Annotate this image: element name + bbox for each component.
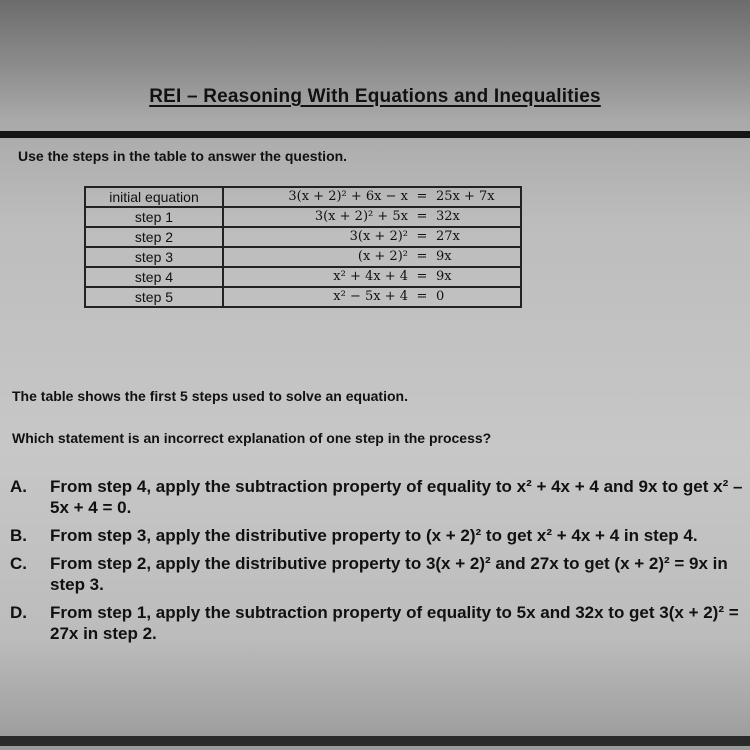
page-title (0, 86, 750, 108)
equation-lhs: x² − 5x + 4 (333, 289, 408, 304)
table-row (85, 187, 521, 207)
table-row (85, 227, 521, 247)
equation-rhs: 9x (436, 249, 452, 264)
equation-rhs: 0 (436, 289, 445, 304)
row-equation (223, 207, 521, 227)
equation-lhs: 3(x + 2)² + 5x (314, 209, 408, 224)
title-divider (0, 131, 750, 138)
option-d[interactable] (10, 602, 750, 644)
option-a[interactable] (10, 476, 750, 518)
table-row (85, 207, 521, 227)
question-text: Which statement is an incorrect explanation of one step in the process? (12, 430, 492, 446)
equation-rhs: 25x + 7x (436, 189, 495, 204)
row-label: step 2 (85, 227, 223, 247)
option-text: From step 2, apply the distributive property to 3(x + 2)² and 27x to get (x + 2)² = 9x in step 3. (50, 554, 728, 594)
row-equation (223, 247, 521, 267)
page-title-text: REI – Reasoning With Equations and Inequalities (149, 86, 601, 107)
option-b[interactable] (10, 525, 750, 546)
equals-sign: = (416, 229, 428, 244)
option-text: From step 4, apply the subtraction property of equality to x² + 4x + 4 and 9x to get x² – 5x + 4 = 0. (50, 477, 743, 517)
row-equation (223, 267, 521, 287)
row-label: step 5 (85, 287, 223, 307)
bottom-edge (0, 736, 750, 746)
row-equation (223, 287, 521, 307)
option-letter: A. (10, 477, 27, 496)
option-text: From step 3, apply the distributive property to (x + 2)² to get x² + 4x + 4 in step 4. (50, 526, 698, 545)
instruction-text: Use the steps in the table to answer the question. (18, 148, 348, 164)
option-letter: D. (10, 603, 27, 622)
equals-sign: = (416, 249, 428, 264)
row-label: step 4 (85, 267, 223, 287)
equation-lhs: (x + 2)² (357, 249, 408, 264)
option-text: From step 1, apply the subtraction property of equality to 5x and 32x to get 3(x + 2)² = 27x in step 2. (50, 603, 739, 643)
row-label: step 1 (85, 207, 223, 227)
equals-sign: = (416, 269, 428, 284)
table-row (85, 267, 521, 287)
option-letter: B. (10, 526, 27, 545)
equation-lhs: x² + 4x + 4 (333, 269, 408, 284)
table-row (85, 247, 521, 267)
equation-lhs: 3(x + 2)² (349, 229, 408, 244)
option-letter: C. (10, 554, 27, 573)
steps-table (84, 186, 522, 308)
answer-options (10, 476, 750, 651)
equals-sign: = (416, 189, 428, 204)
equation-lhs: 3(x + 2)² + 6x − x (288, 189, 408, 204)
context-paragraph: The table shows the first 5 steps used to solve an equation. (12, 388, 408, 404)
row-equation (223, 187, 521, 207)
equals-sign: = (416, 289, 428, 304)
equation-rhs: 32x (436, 209, 460, 224)
equals-sign: = (416, 209, 428, 224)
table-row (85, 287, 521, 307)
equation-rhs: 27x (436, 229, 460, 244)
row-label: step 3 (85, 247, 223, 267)
row-equation (223, 227, 521, 247)
option-c[interactable] (10, 553, 750, 595)
row-label: initial equation (85, 187, 223, 207)
equation-rhs: 9x (436, 269, 452, 284)
